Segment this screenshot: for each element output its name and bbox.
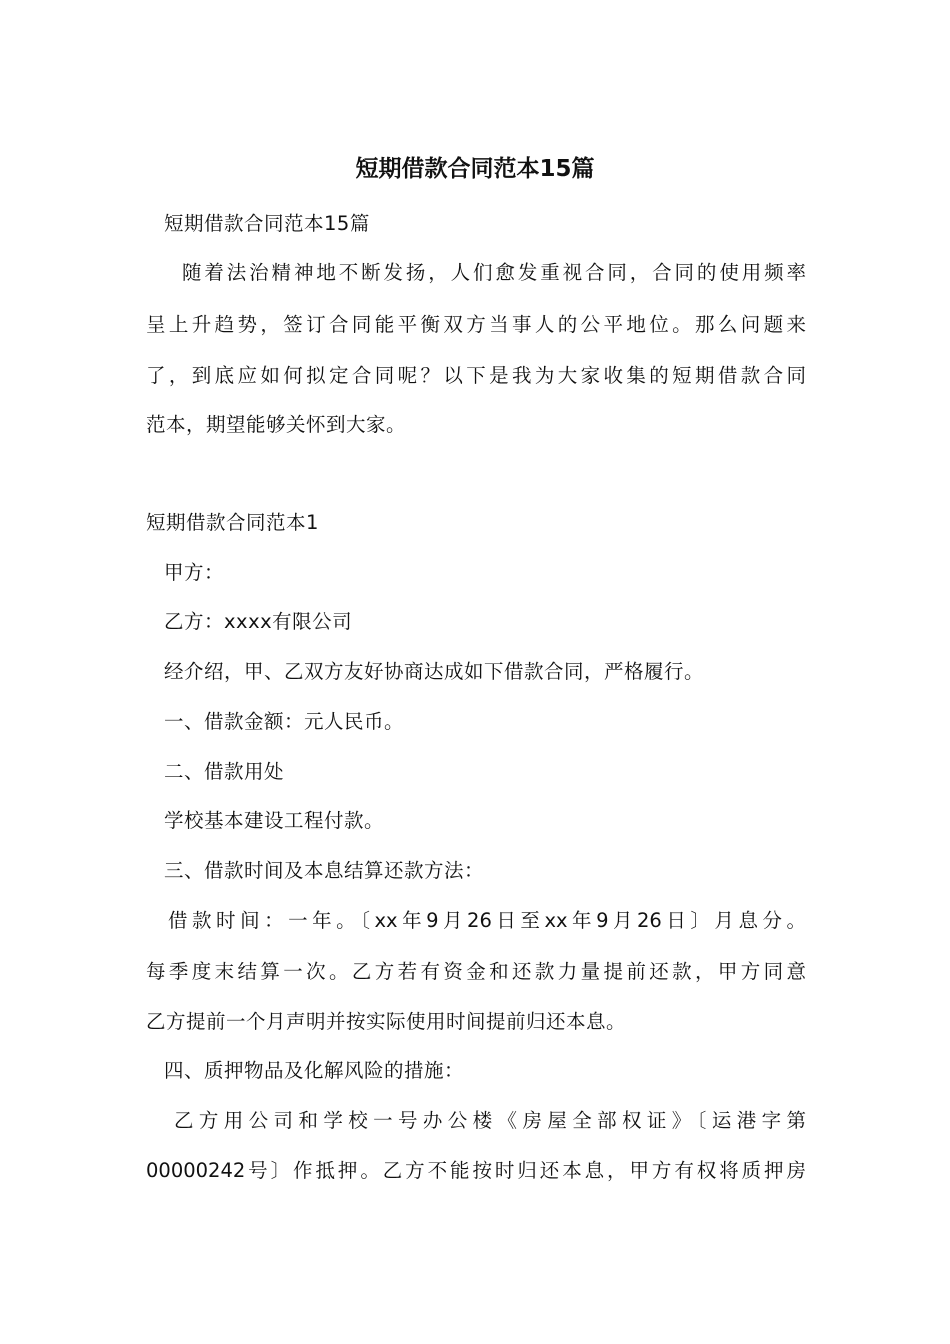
party-b-line: 乙方：xxxx有限公司 bbox=[164, 610, 353, 633]
clause-1-line: 一、借款金额：元人民币。 bbox=[164, 710, 405, 733]
intro-line-4: 范本，期望能够关怀到大家。 bbox=[146, 413, 407, 436]
intro-line-1: 随着法治精神地不断发扬，人们愈发重视合同，合同的使用频率 bbox=[182, 261, 806, 284]
intro-line-2: 呈上升趋势，签订合同能平衡双方当事人的公平地位。那么问题来 bbox=[146, 313, 806, 336]
clause-2-heading: 二、借款用处 bbox=[164, 760, 285, 783]
clause-4-line-2: 00000242号〕作抵押。乙方不能按时归还本息，甲方有权将质押房 bbox=[146, 1159, 806, 1182]
document-title: 短期借款合同范本15篇 bbox=[355, 156, 595, 182]
subtitle-line: 短期借款合同范本15篇 bbox=[164, 212, 370, 235]
clause-2-body: 学校基本建设工程付款。 bbox=[164, 809, 385, 832]
preamble-line: 经介绍，甲、乙双方友好协商达成如下借款合同，严格履行。 bbox=[164, 660, 705, 683]
clause-3-line-1: 借款时间：一年。〔xx年9月26日至xx年9月26日〕月息分。 bbox=[168, 909, 806, 932]
clause-3-heading: 三、借款时间及本息结算还款方法： bbox=[164, 859, 485, 882]
clause-4-line-1: 乙方用公司和学校一号办公楼《房屋全部权证》〔运港字第 bbox=[174, 1109, 806, 1132]
intro-line-3: 了，到底应如何拟定合同呢？以下是我为大家收集的短期借款合同 bbox=[146, 364, 806, 387]
clause-4-heading: 四、质押物品及化解风险的措施： bbox=[164, 1059, 465, 1082]
section-heading: 短期借款合同范本1 bbox=[146, 511, 319, 534]
party-a-line: 甲方： bbox=[164, 561, 225, 584]
clause-3-line-2: 每季度末结算一次。乙方若有资金和还款力量提前还款，甲方同意 bbox=[146, 960, 806, 983]
clause-3-line-3: 乙方提前一个月声明并按实际使用时间提前归还本息。 bbox=[146, 1010, 627, 1033]
